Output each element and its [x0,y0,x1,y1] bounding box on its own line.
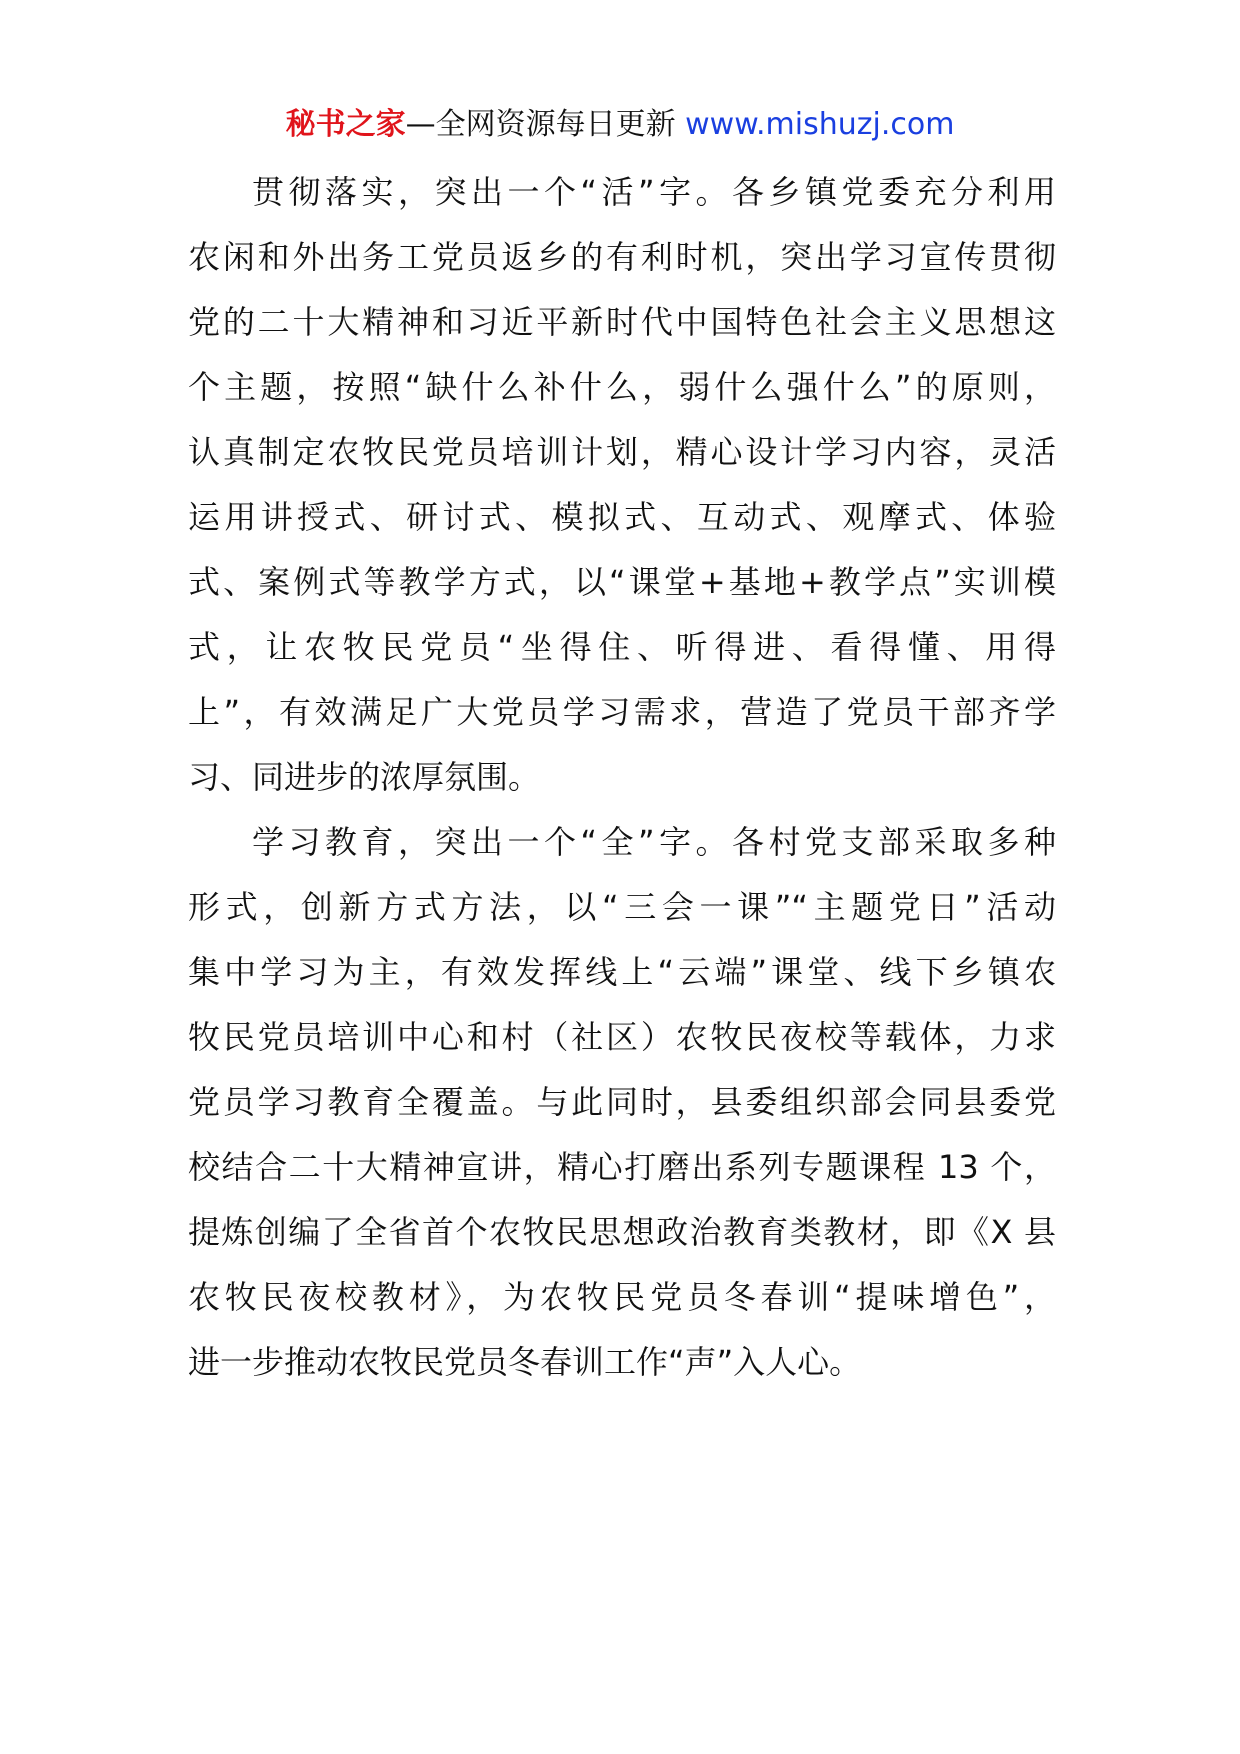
paragraph-line: 上”，有效满足广大党员学习需求，营造了党员干部齐学 [188,693,1056,731]
site-url-link[interactable]: www.mishuzj.com [685,107,955,142]
paragraph-line: 运用讲授式、研讨式、模拟式、互动式、观摩式、体验 [188,498,1056,536]
paragraph-line: 集中学习为主，有效发挥线上“云端”课堂、线下乡镇农 [188,953,1056,991]
paragraph-line: 农牧民夜校教材》，为农牧民党员冬春训“提味增色”， [188,1278,1056,1316]
site-header [0,103,1240,147]
paragraph-line: 进一步推动农牧民党员冬春训工作“声”入人心。 [188,1343,862,1381]
document-body [188,160,1056,1395]
paragraph-line: 校结合二十大精神宣讲，精心打磨出系列专题课程 13 个， [188,1148,1056,1186]
paragraph-line: 牧民党员培训中心和村（社区）农牧民夜校等载体，力求 [188,1018,1056,1056]
paragraph-line: 学习教育，突出一个“全”字。各村党支部采取多种 [252,823,1056,861]
paragraph-line: 认真制定农牧民党员培训计划，精心设计学习内容，灵活 [188,433,1056,471]
paragraph-line: 提炼创编了全省首个农牧民思想政治教育类教材，即《X 县 [188,1213,1056,1251]
paragraph-2 [188,810,1056,1395]
paragraph-line: 形式，创新方式方法，以“三会一课”“主题党日”活动 [188,888,1056,926]
paragraph-line: 式，让农牧民党员“坐得住、听得进、看得懂、用得 [188,628,1056,666]
paragraph-line: 农闲和外出务工党员返乡的有利时机，突出学习宣传贯彻 [188,238,1056,276]
paragraph-line: 个主题，按照“缺什么补什么，弱什么强什么”的原则， [188,368,1056,406]
site-brand: 秘书之家 [285,107,406,142]
paragraph-line: 贯彻落实，突出一个“活”字。各乡镇党委充分利用 [252,173,1056,211]
paragraph-line: 式、案例式等教学方式，以“课堂+基地+教学点”实训模 [188,563,1056,601]
paragraph-line: 党的二十大精神和习近平新时代中国特色社会主义思想这 [188,303,1056,341]
paragraph-line: 党员学习教育全覆盖。与此同时，县委组织部会同县委党 [188,1083,1056,1121]
paragraph-line: 习、同进步的浓厚氛围。 [188,758,541,796]
site-tagline: —全网资源每日更新 [405,107,676,142]
paragraph-1 [188,160,1056,810]
